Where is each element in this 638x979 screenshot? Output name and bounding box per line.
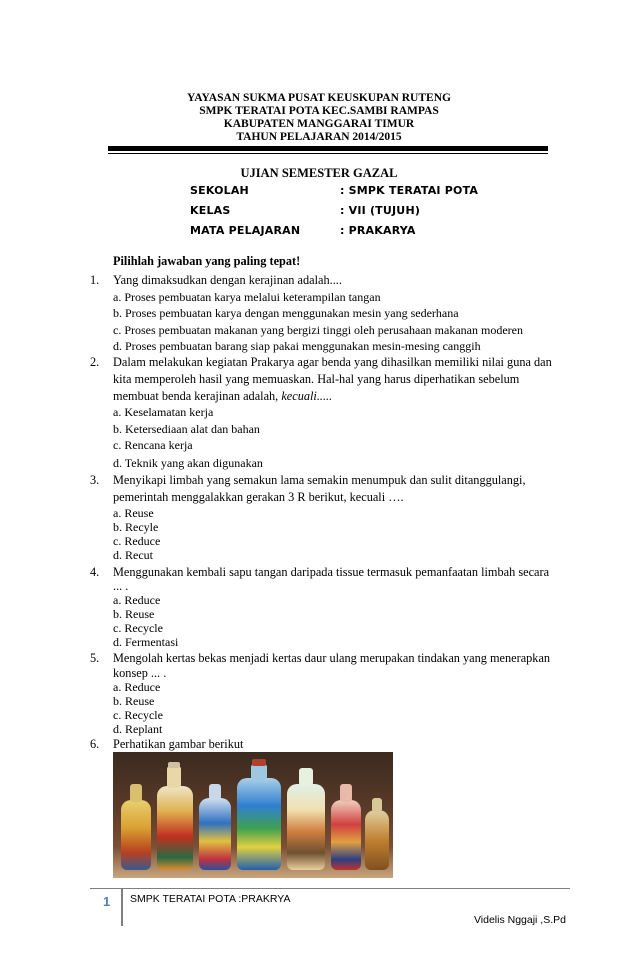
option: c. Rencana kerja (113, 438, 193, 452)
option: d. Fermentasi (113, 635, 179, 649)
option: c. Recycle (113, 621, 163, 635)
exam-title: UJIAN SEMESTER GAZAL (240, 166, 398, 180)
option: b. Reuse (113, 607, 155, 621)
header-line-3: KABUPATEN MANGGARAI TIMUR (223, 118, 415, 130)
question-number: 1. (90, 273, 100, 287)
bottle-cap-shape (168, 762, 180, 768)
question-text: ... . (113, 579, 129, 593)
bottle-neck-shape (251, 764, 267, 780)
header-line-1: YAYASAN SUKMA PUSAT KEUSKUPAN RUTENG (187, 92, 451, 104)
option: b. Proses pembuatan karya dengan menggunakan mesin yang sederhana (113, 306, 459, 320)
question-text: Perhatikan gambar berikut (113, 737, 244, 751)
bottle-cap-shape (252, 759, 266, 766)
bottle-neck-shape (340, 784, 352, 802)
question-emphasis: kecuali..... (281, 389, 333, 403)
header-line-4: TAHUN PELAJARAN 2014/2015 (236, 131, 402, 143)
bottle-neck-shape (167, 766, 181, 788)
meta-label-mapel: MATA PELAJARAN (190, 224, 301, 237)
meta-value-sekolah: : SMPK TERATAI POTA (340, 184, 479, 197)
bottle-shape (237, 778, 281, 870)
option: d. Proses pembuatan barang siap pakai menggunakan mesin-mesing canggih (113, 339, 481, 353)
header-rule-thick (108, 146, 548, 151)
question-number: 6. (90, 737, 100, 751)
question-text: Dalam melakukan kegiatan Prakarya agar benda yang dihasilkan memiliki nilai guna dan (113, 355, 552, 369)
question-text: Yang dimaksudkan dengan kerajinan adalah.... (113, 273, 342, 287)
option: a. Reduce (113, 680, 161, 694)
bottle-shape (121, 800, 151, 870)
option: c. Reduce (113, 534, 161, 548)
bottle-shape (331, 800, 361, 870)
option: b. Reuse (113, 694, 155, 708)
footer-divider (121, 888, 123, 926)
bottle-shape (365, 810, 389, 870)
bottle-shape (199, 798, 231, 870)
question-number: 2. (90, 355, 100, 369)
question-text-part: membuat benda kerajinan adalah, (113, 389, 282, 403)
option: d. Replant (113, 722, 163, 736)
option: a. Keselamatan kerja (113, 405, 214, 419)
header-line-2: SMPK TERATAI POTA KEC.SAMBI RAMPAS (199, 105, 439, 117)
question-text: Menyikapi limbah yang semakun lama semakin menumpuk dan sulit ditanggulangi, (113, 473, 526, 487)
question-number: 5. (90, 651, 100, 665)
option: c. Proses pembuatan makanan yang bergizi tinggi oleh perusahaan makanan moderen (113, 323, 523, 337)
bottle-shape (157, 786, 193, 870)
meta-label-sekolah: SEKOLAH (190, 184, 249, 197)
question-text: pemerintah menggalakkan gerakan 3 R berikut, kecuali …. (113, 490, 404, 504)
footer-left-text: SMPK TERATAI POTA :PRAKRYA (130, 893, 291, 905)
option: a. Reuse (113, 506, 154, 520)
meta-value-kelas: : VII (TUJUH) (340, 204, 421, 217)
bottle-shape (287, 784, 325, 870)
option: a. Reduce (113, 593, 161, 607)
question-number: 4. (90, 565, 100, 579)
meta-label-kelas: KELAS (190, 204, 231, 217)
bottle-neck-shape (130, 784, 142, 802)
option: d. Recut (113, 548, 153, 562)
option: b. Recyle (113, 520, 159, 534)
bottle-neck-shape (299, 768, 313, 786)
instruction: Pilihlah jawaban yang paling tepat! (113, 254, 301, 268)
bottles-photo (113, 752, 393, 878)
question-text: Menggunakan kembali sapu tangan daripada tissue termasuk pemanfaatan limbah secara (113, 565, 550, 579)
option: d. Teknik yang akan digunakan (113, 456, 263, 470)
option: b. Ketersediaan alat dan bahan (113, 422, 260, 436)
footer-rule (90, 888, 570, 889)
bottle-neck-shape (372, 798, 382, 812)
bottle-neck-shape (209, 784, 221, 800)
option: c. Recycle (113, 708, 163, 722)
footer-author: Videlis Nggaji ,S.Pd (473, 914, 566, 926)
option: a. Proses pembuatan karya melalui keterampilan tangan (113, 290, 381, 304)
meta-value-mapel: : PRAKARYA (340, 224, 416, 237)
question-text: konsep ... . (113, 666, 167, 680)
header-rule-thin (108, 153, 548, 154)
question-text: kita memperoleh hasil yang memuaskan. Hal-hal yang harus diperhatikan sebelum (113, 372, 520, 386)
question-text-last (113, 388, 332, 404)
page-number: 1 (103, 894, 111, 909)
question-text: Mengolah kertas bekas menjadi kertas daur ulang merupakan tindakan yang menerapkan (113, 651, 551, 665)
question-number: 3. (90, 473, 100, 487)
